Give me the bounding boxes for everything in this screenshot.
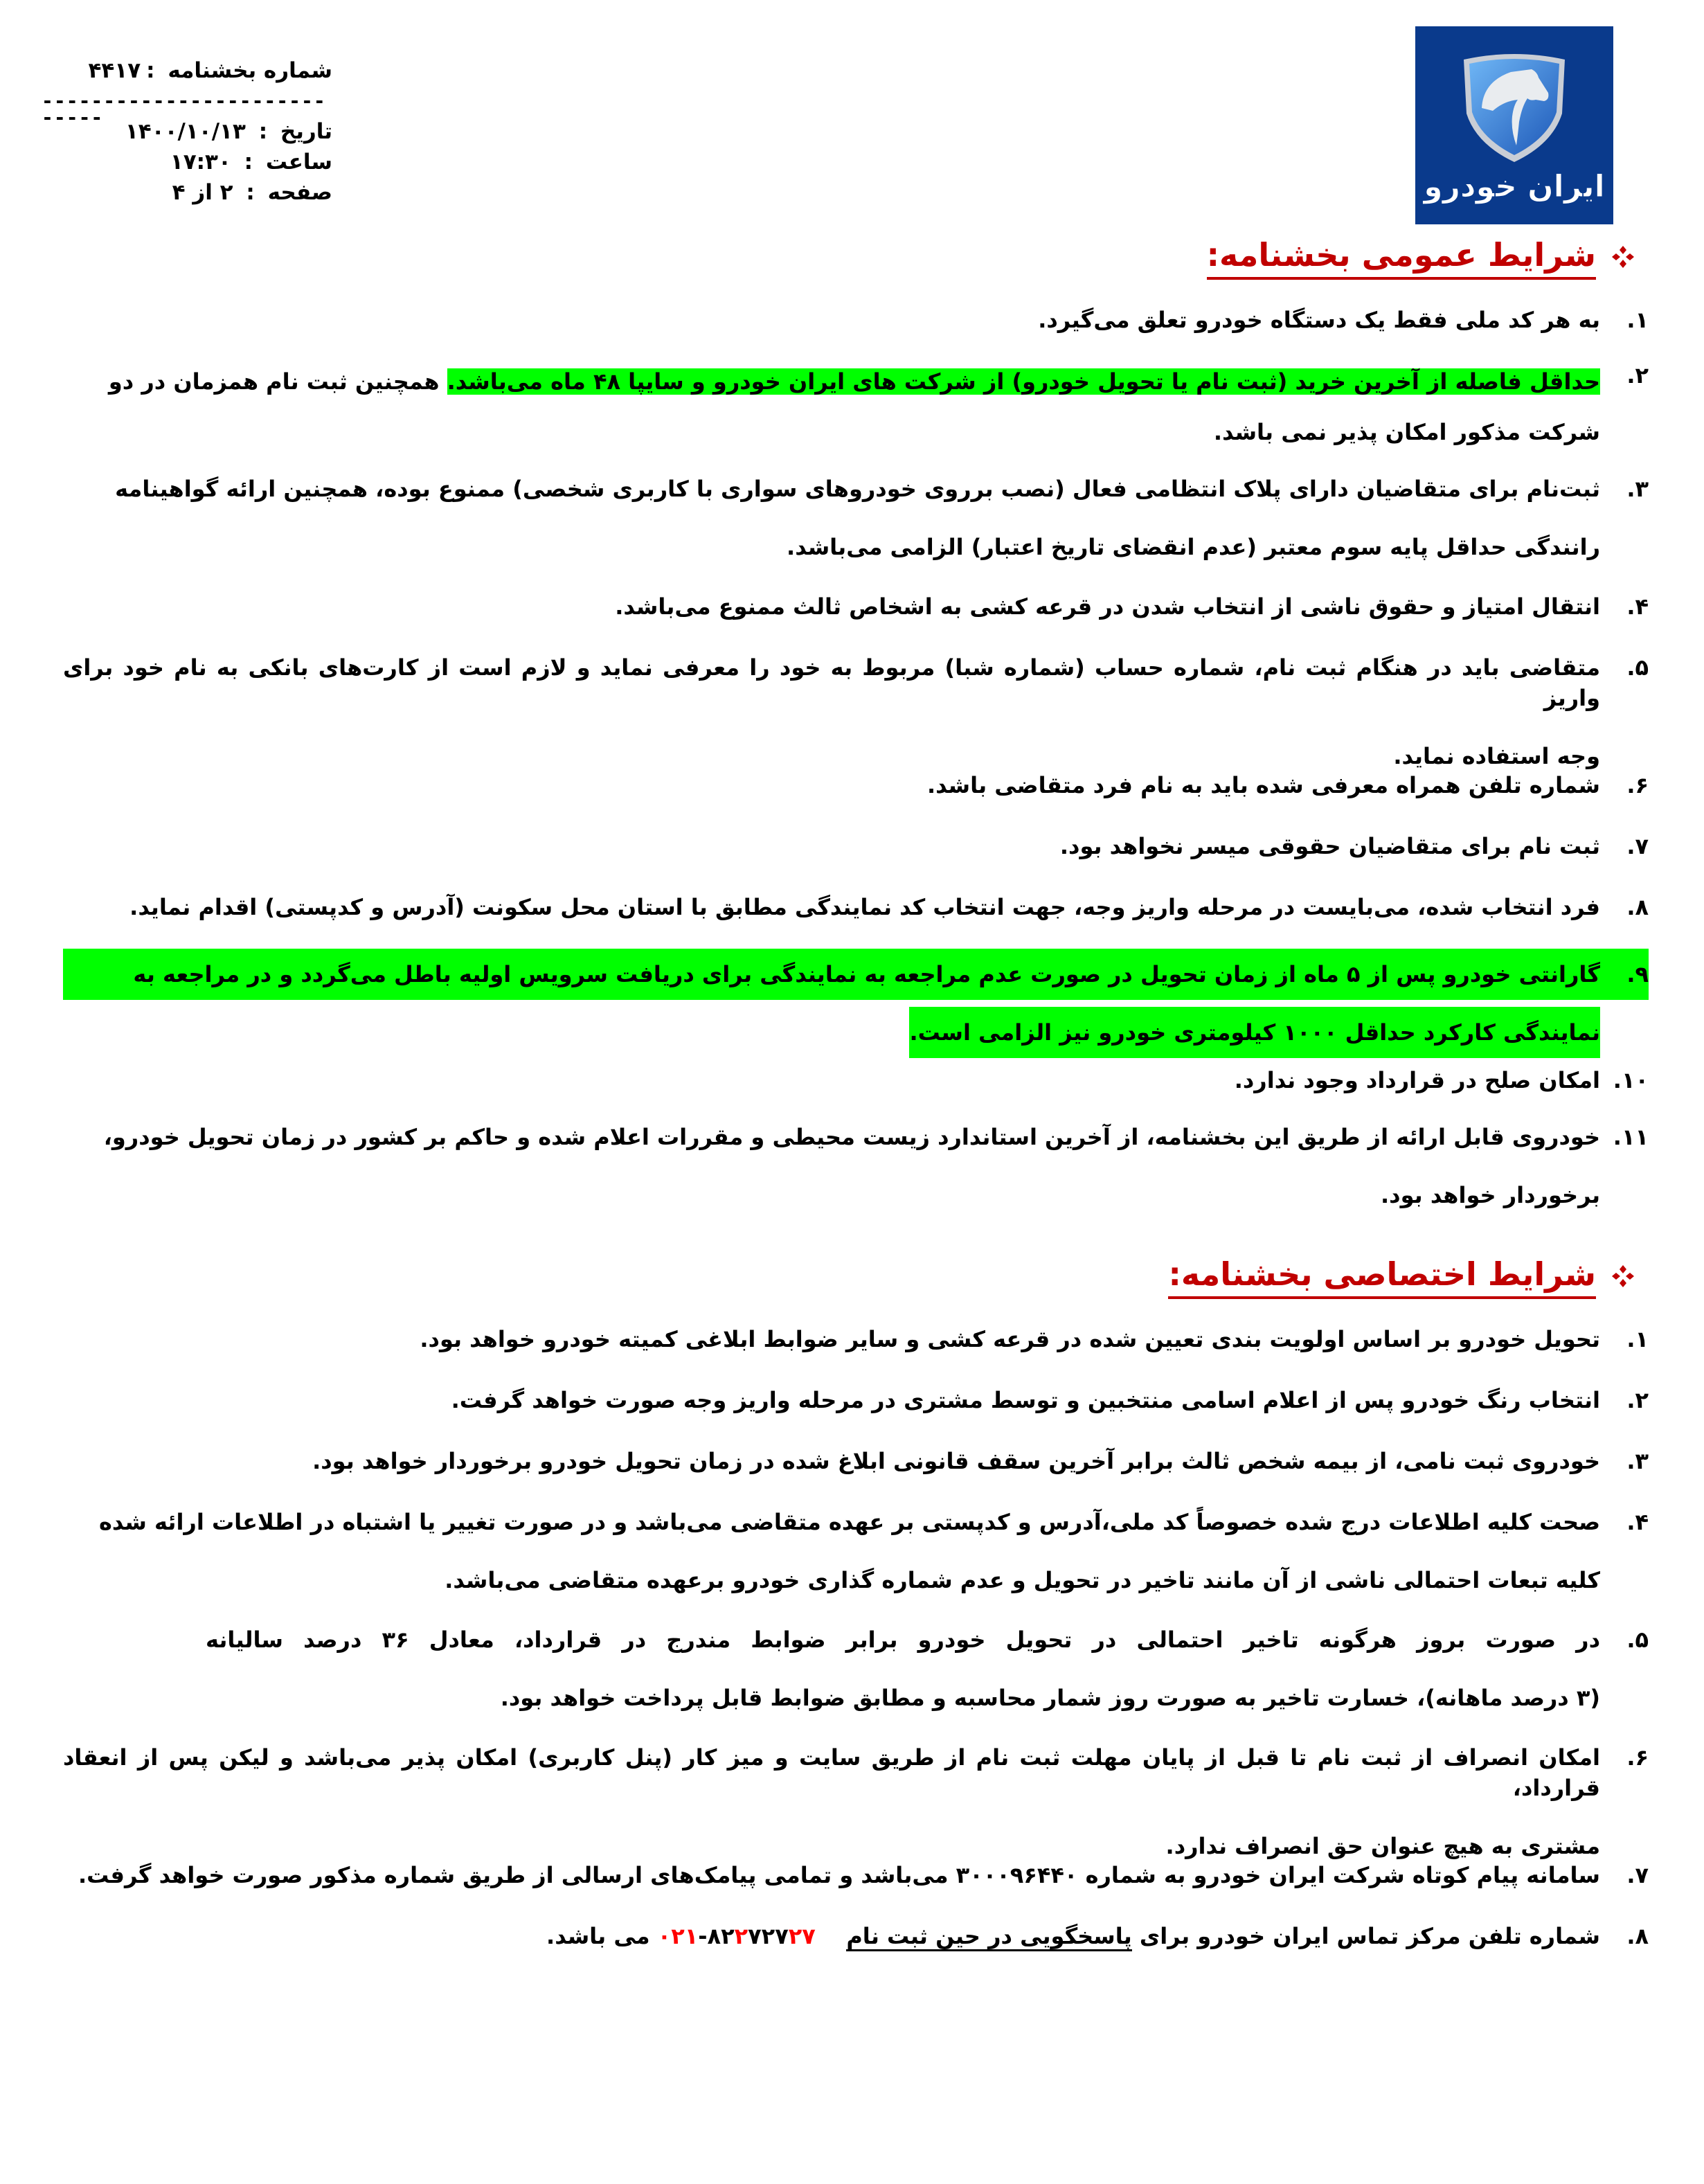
specific-terms-title: شرایط اختصاصی بخشنامه: xyxy=(1168,1253,1596,1299)
horse-shield-icon xyxy=(1455,47,1573,165)
circular-number-label: شماره بخشنامه xyxy=(168,58,332,83)
general-term-2: ۲. حداقل فاصله از آخرین خرید (ثبت نام یا تحویل خودرو) از شرکت های ایران خودرو و سایپا ۴۸ ماه می‌باشد. همچنین ثبت نام همزمان در دو شرکت مذکور امکان پذیر نمی باشد. xyxy=(108,362,1649,445)
time-value: ۱۷:۳۰ xyxy=(170,150,231,174)
general-term-3: ۳. ثبت‌نام برای متقاضیان دارای پلاک انتظامی فعال (نصب برروی خودروهای سواری با کاربری شخصی) ممنوع بوده، همچنین ارائه گواهینامه رانندگی حداقل پایه سوم معتبر (عدم انقضای تاریخ اعتبار) الزامی می‌باشد. xyxy=(115,476,1649,560)
specific-term-6: ۶. امکان انصراف از ثبت نام تا قبل از پایان مهلت ثبت نام از طریق سایت و میز کار (پنل کاربری) امکان پذیر می‌باشد و لیکن پس از انعقاد قرارداد، مشتری به هیچ عنوان حق انصراف ندارد. xyxy=(63,1744,1649,1859)
specific-term-4: ۴. صحت کلیه اطلاعات درج شده خصوصاً کد ملی،آدرس و کدپستی بر عهده متقاضی می‌باشد و در صورت تغییر یا اشتباه در اطلاعات ارائه شده کلیه تبعات احتمالی ناشی از آن مانند تاخیر در تحویل و عدم شماره گذاری خودرو برعهده متقاضی می‌باشد. xyxy=(99,1509,1649,1593)
company-logo xyxy=(1415,26,1613,224)
specific-term-8: ۸. شماره تلفن مرکز تماس ایران خودرو برای پاسخگویی در حین ثبت نام ۰۲۱-۸۲۲۷۲۷۲۷ می باشد. xyxy=(63,1921,1649,1982)
circular-number: ۴۴۱۷ xyxy=(88,58,141,83)
page-label: صفحه xyxy=(267,180,332,205)
diamond-bullet-icon xyxy=(1611,245,1635,269)
general-term-5: ۵. متقاضی باید در هنگام ثبت نام، شماره حساب (شماره شبا) مربوط به خود را معرفی نماید و لازم است از کارت‌های بانکی به نام خود برای واریز وجه استفاده نماید. xyxy=(63,654,1649,769)
general-term-9: ۹. گارانتی خودرو پس از ۵ ماه از زمان تحویل در صورت عدم مراجعه به نمایندگی برای دریافت سرویس اولیه باطل می‌گردد و در مراجعه به نمایندگی کارکرد حداقل ۱۰۰۰ کیلومتری خودرو نیز الزامی است. xyxy=(63,949,1649,1065)
date-row: تاریخ : ۱۴۰۰/۱۰/۱۳ xyxy=(125,119,332,144)
page-row: صفحه : ۲ از ۴ xyxy=(172,180,332,205)
call-center-phone: ۰۲۱-۸۲۲۷۲۷۲۷ xyxy=(657,1923,816,1949)
date-label: تاریخ xyxy=(280,119,332,144)
page-value: ۲ از ۴ xyxy=(172,180,233,205)
circular-meta xyxy=(42,55,332,208)
specific-terms-heading xyxy=(1168,1253,1635,1299)
general-term-11: ۱۱. خودروی قابل ارائه از طریق این بخشنامه، از آخرین استاندارد زیست محیطی و مقررات اعلام شده و حاکم بر کشور در زمان تحویل خودرو، برخوردار خواهد بود. xyxy=(103,1124,1649,1208)
diamond-bullet-icon xyxy=(1611,1264,1635,1288)
specific-term-5: ۵. در صورت بروز هرگونه تاخیر احتمالی در تحویل خودرو برابر ضوابط مندرج در قرارداد، معادل ۳۶ درصد سالیانه (۳ درصد ماهانه)، خسارت تاخیر به صورت روز شمار محاسبه و مطابق ضوابط قابل پرداخت خواهد بود. xyxy=(206,1627,1649,1711)
divider: ---------------------------- xyxy=(42,89,326,129)
specific-term-7: ۷. سامانه پیام کوتاه شرکت ایران خودرو به شماره ۳۰۰۰۹۶۴۴۰ می‌باشد و تمامی پیامک‌های ارسالی از طریق شماره مذکور صورت خواهد گرفت. xyxy=(78,1862,1649,1888)
general-terms-heading xyxy=(1207,234,1635,280)
logo-text: ایران خودرو xyxy=(1424,169,1605,204)
general-terms-list xyxy=(63,305,1649,1239)
specific-term-2: ۲. انتخاب رنگ خودرو پس از اعلام اسامی منتخبین و توسط مشتری در مرحله واریز وجه صورت خواهد گرفت. xyxy=(451,1387,1649,1413)
general-term-8: ۸. فرد انتخاب شده، می‌بایست در مرحله واریز وجه، جهت انتخاب کد نمایندگی مطابق با استان محل سکونت (آدرس و کدپستی) اقدام نماید. xyxy=(129,894,1649,920)
general-term-6: ۶. شماره تلفن همراه معرفی شده باید به نام فرد متقاضی باشد. xyxy=(927,772,1649,798)
date-value: ۱۴۰۰/۱۰/۱۳ xyxy=(125,119,246,144)
general-term-10: ۱۰. امکان صلح در قرارداد وجود ندارد. xyxy=(1234,1067,1649,1093)
highlighted-text: گارانتی خودرو پس از ۵ ماه از زمان تحویل در صورت عدم مراجعه به نمایندگی برای دریافت سرویس اولیه باطل می‌گردد و در مراجعه به xyxy=(63,949,1600,1000)
time-label: ساعت xyxy=(265,150,332,174)
time-row: ساعت : ۱۷:۳۰ xyxy=(170,150,332,174)
general-term-4: ۴. انتقال امتیاز و حقوق ناشی از انتخاب شدن در قرعه کشی به اشخاص ثالث ممنوع می‌باشد. xyxy=(615,593,1649,620)
highlighted-text: حداقل فاصله از آخرین خرید (ثبت نام یا تحویل خودرو) از شرکت های ایران خودرو و سایپا ۴۸ ماه می‌باشد. xyxy=(447,368,1600,395)
specific-terms-list xyxy=(63,1324,1649,1982)
general-terms-title: شرایط عمومی بخشنامه: xyxy=(1207,234,1596,280)
specific-term-3: ۳. خودروی ثبت نامی، از بیمه شخص ثالث برابر آخرین سقف قانونی ابلاغ شده در زمان تحویل خودرو برخوردار خواهد بود. xyxy=(312,1448,1649,1474)
highlighted-text: نمایندگی کارکرد حداقل ۱۰۰۰ کیلومتری خودرو نیز الزامی است. xyxy=(909,1007,1600,1058)
circular-number-row: شماره بخشنامه :۴۴۱۷ xyxy=(88,58,332,83)
general-term-1: ۱. به هر کد ملی فقط یک دستگاه خودرو تعلق می‌گیرد. xyxy=(1038,307,1649,333)
underlined-text: پاسخگویی در حین ثبت نام xyxy=(846,1923,1131,1951)
general-term-7: ۷. ثبت نام برای متقاضیان حقوقی میسر نخواهد بود. xyxy=(1059,833,1649,859)
specific-term-1: ۱. تحویل خودرو بر اساس اولویت بندی تعیین شده در قرعه کشی و سایر ضوابط ابلاغی کمیته خودرو خواهد بود. xyxy=(420,1326,1649,1352)
